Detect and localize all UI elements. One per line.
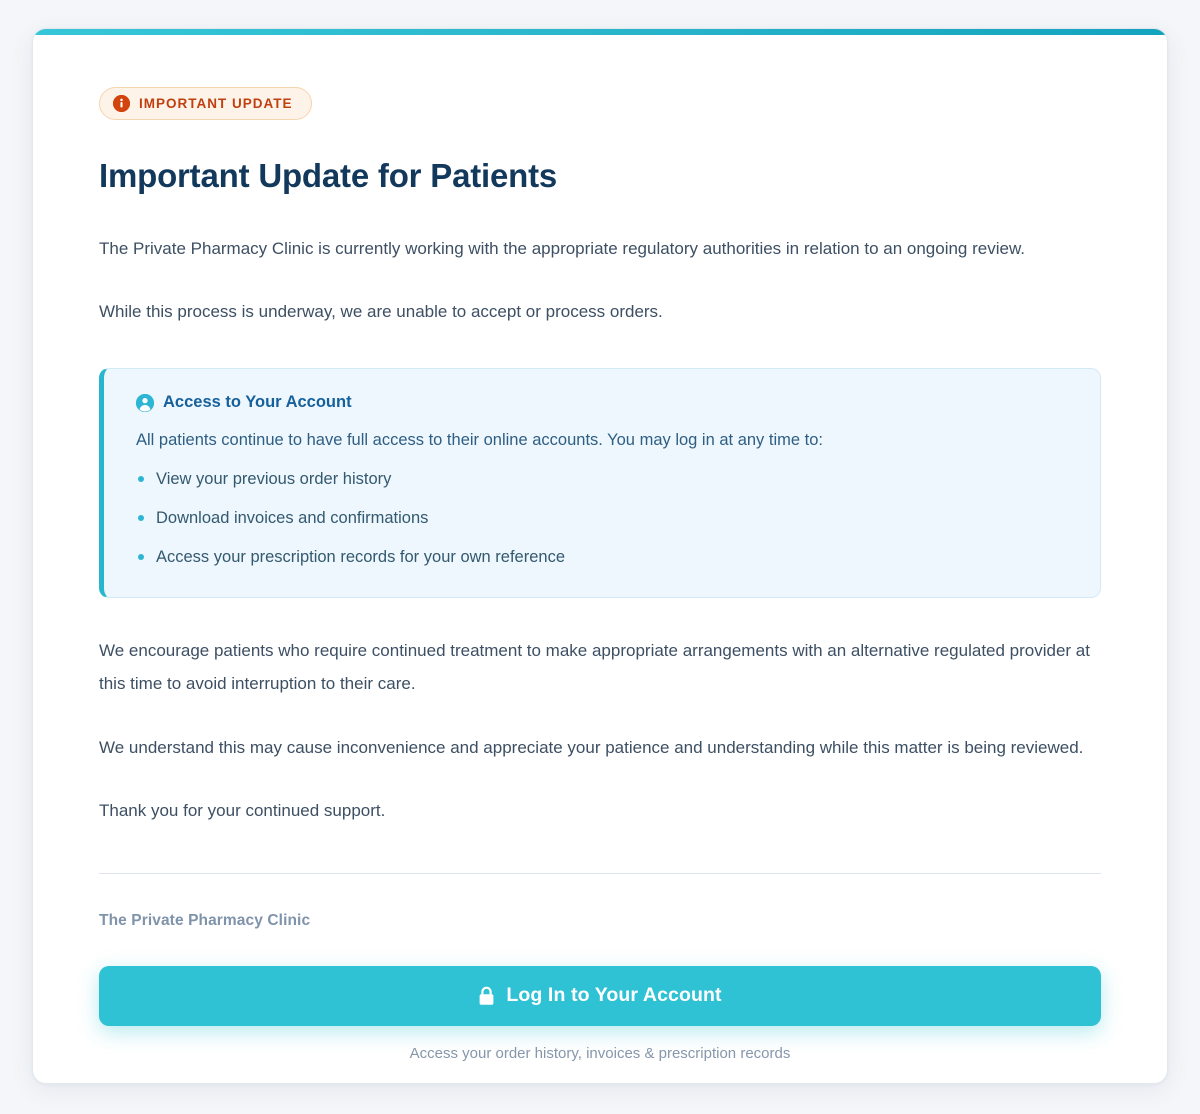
login-button[interactable] xyxy=(99,966,1101,1026)
list-item: View your previous order history xyxy=(136,467,1070,492)
login-button-label: Log In to Your Account xyxy=(506,984,722,1007)
account-access-callout xyxy=(99,368,1101,598)
list-item: Access your prescription records for your own reference xyxy=(136,545,1070,570)
paragraph-orders: While this process is underway, we are unable to accept or process orders. xyxy=(99,301,663,321)
lock-icon xyxy=(478,986,495,1006)
signature: The Private Pharmacy Clinic xyxy=(99,911,311,929)
info-circle-icon xyxy=(113,95,130,112)
announcement-card xyxy=(32,28,1168,1084)
account-access-list xyxy=(136,467,1070,569)
account-access-header xyxy=(136,393,1070,413)
cta-subtext: Access your order history, invoices & prescription records xyxy=(409,1044,791,1062)
paragraph-thanks: Thank you for your continued support. xyxy=(99,800,386,820)
footer-divider xyxy=(99,873,1101,874)
paragraph-alternative-provider: We encourage patients who require continued treatment to make appropriate arrangements with an alternative regulated provider at this time to avoid interruption to their care. xyxy=(99,641,1090,694)
cta-section xyxy=(99,966,1101,1062)
card-accent-bar xyxy=(33,29,1167,35)
list-item: Download invoices and confirmations xyxy=(136,506,1070,531)
paragraph-intro: The Private Pharmacy Clinic is currently working with the appropriate regulatory authorities in relation to an ongoing review. xyxy=(99,238,1026,258)
page-title: Important Update for Patients xyxy=(99,157,558,194)
account-access-lead: All patients continue to have full access to their online accounts. You may log in at any time to: xyxy=(136,430,823,449)
account-access-title: Access to Your Account xyxy=(163,392,352,411)
card-body xyxy=(33,29,1167,1062)
status-badge xyxy=(99,87,312,120)
status-badge-label: IMPORTANT UPDATE xyxy=(139,95,293,111)
user-circle-icon xyxy=(136,394,154,412)
paragraph-apology: We understand this may cause inconvenience and appreciate your patience and understanding while this matter is being reviewed. xyxy=(99,737,1084,757)
